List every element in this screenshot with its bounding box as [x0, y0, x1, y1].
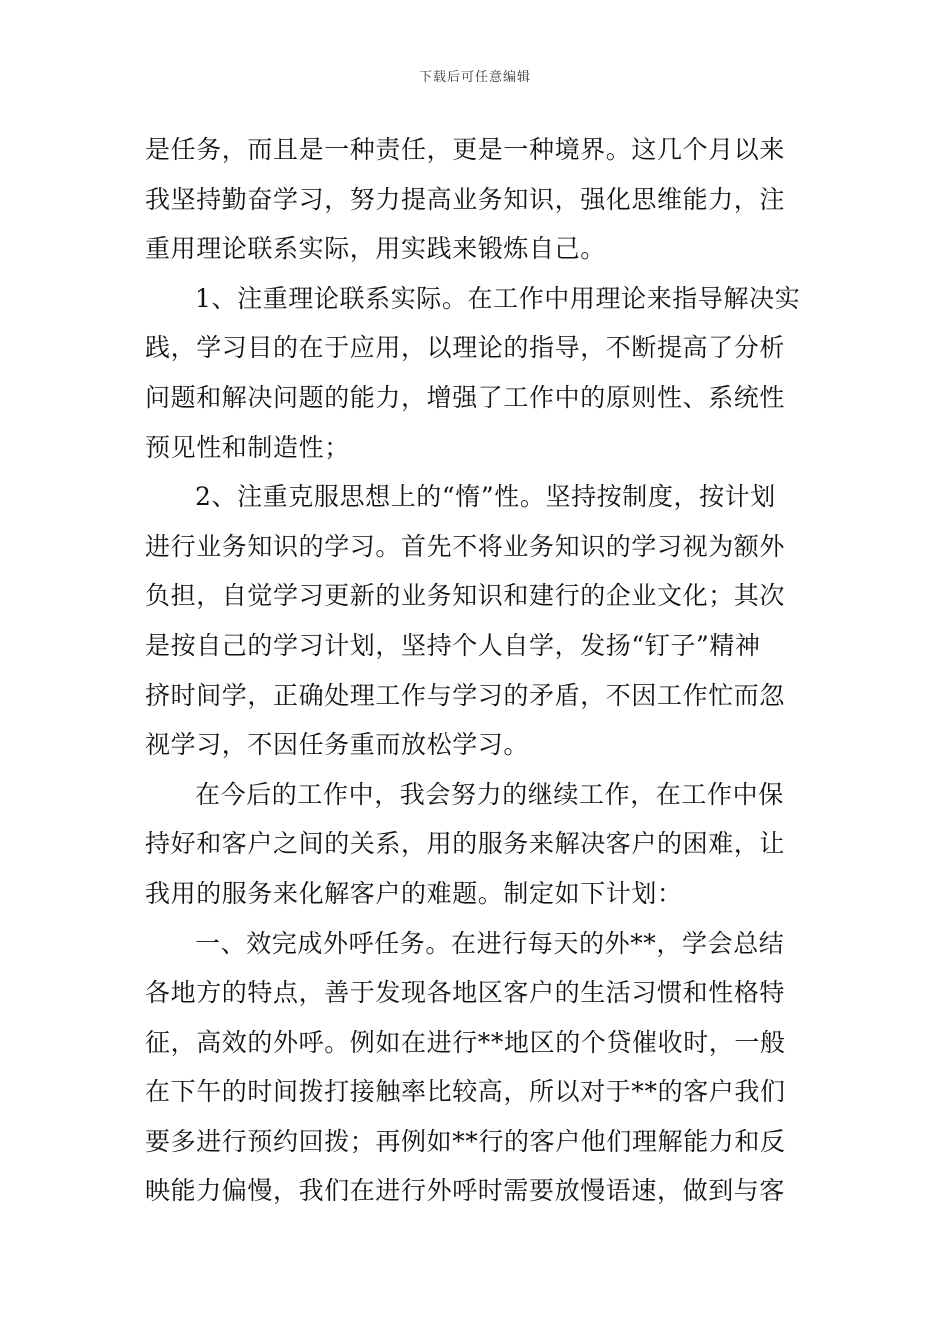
text-line: 重用理论联系实际，用实践来锻炼自己。	[145, 234, 606, 264]
text-line: 各地方的特点，善于发现各地区客户的生活习惯和性格特	[145, 978, 786, 1008]
text-line: 视学习，不因任务重而放松学习。	[145, 730, 530, 760]
paragraph	[145, 472, 807, 770]
text-line: 我用的服务来化解客户的难题。制定如下计划：	[145, 878, 683, 908]
text-line: 征，高效的外呼。例如在进行**地区的个贷催收时，一般	[145, 1027, 786, 1057]
document-body	[145, 125, 807, 1216]
text-line: 问题和解决问题的能力，增强了工作中的原则性、系统性	[145, 382, 786, 412]
page-header: 下载后可任意编辑	[418, 70, 531, 85]
paragraph	[145, 919, 807, 1217]
text-line: 进行业务知识的学习。首先不将业务知识的学习视为额外	[145, 531, 786, 561]
text-line: 是按自己的学习计划，坚持个人自学，发扬“钉子”精神	[145, 630, 761, 660]
text-line: 负担，自觉学习更新的业务知识和建行的企业文化；其次	[145, 581, 786, 611]
paragraph	[145, 274, 807, 472]
paragraph	[145, 770, 807, 919]
text-line: 1、注重理论联系实际。在工作中用理论来指导解决实	[195, 283, 801, 313]
text-line: 在今后的工作中，我会努力的继续工作，在工作中保	[195, 779, 784, 809]
text-line: 一、效完成外呼任务。在进行每天的外**，学会总结	[195, 928, 785, 958]
text-line: 持好和客户之间的关系，用的服务来解决客户的困难，让	[145, 829, 786, 859]
text-line: 预见性和制造性；	[145, 432, 350, 462]
text-line: 挤时间学，正确处理工作与学习的矛盾，不因工作忙而忽	[145, 680, 786, 710]
text-line: 我坚持勤奋学习，努力提高业务知识，强化思维能力，注	[145, 184, 786, 214]
text-line: 2、注重克服思想上的“惰”性。坚持按制度，按计划	[195, 482, 776, 512]
text-line: 是任务，而且是一种责任，更是一种境界。这几个月以来	[145, 135, 786, 164]
paragraph	[145, 125, 807, 274]
text-line: 在下午的时间拨打接触率比较高，所以对于**的客户我们	[145, 1077, 786, 1107]
text-line: 映能力偏慢，我们在进行外呼时需要放慢语速，做到与客	[145, 1176, 786, 1206]
text-line: 要多进行预约回拨；再例如**行的客户他们理解能力和反	[145, 1126, 786, 1156]
text-line: 践，学习目的在于应用，以理论的指导，不断提高了分析	[145, 333, 786, 363]
